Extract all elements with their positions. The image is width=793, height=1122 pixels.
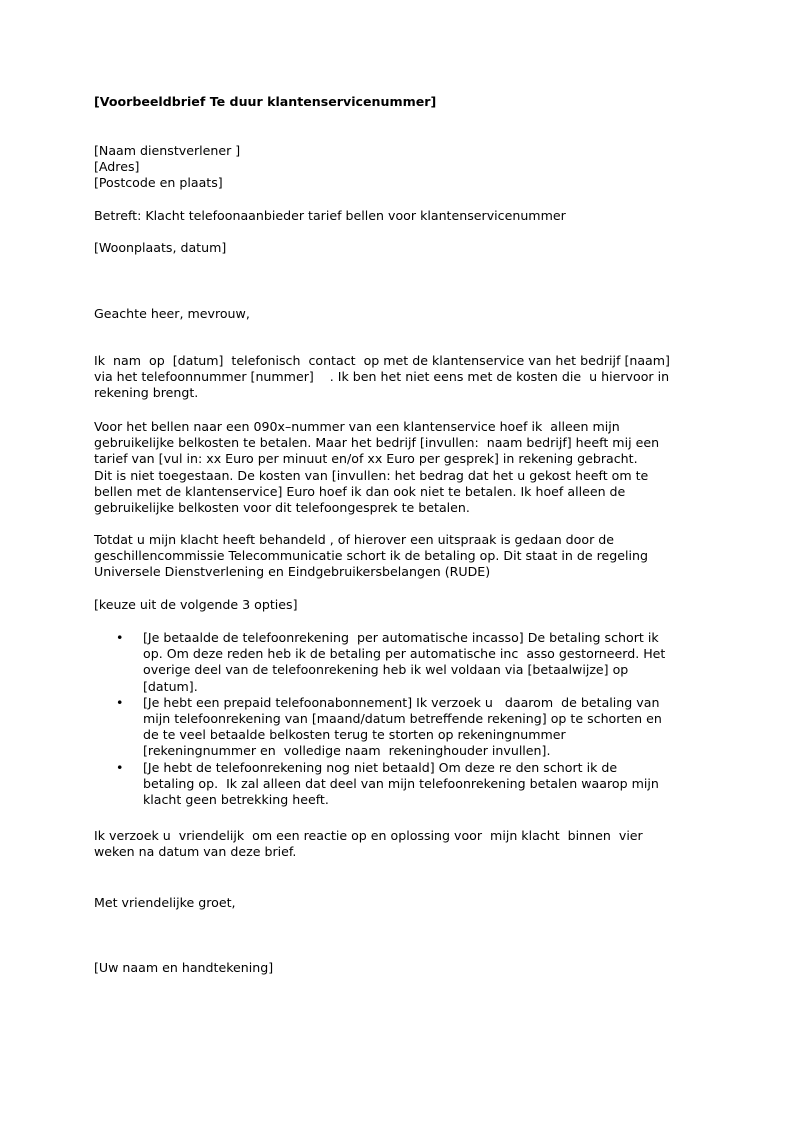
subject-text: Betreft: Klacht telefoonaanbieder tarief bellen voor klantenservicenummer — [94, 208, 566, 223]
option-line: [Je betaalde de telefoonrekening per automatische incasso] De betaling schort ik — [143, 630, 659, 645]
paragraph-line: Voor het bellen naar een 090x–nummer van een klantenservice hoef ik alleen mijn — [94, 419, 620, 434]
paragraph-line: tarief van [vul in: xx Euro per minuut en/of xx Euro per gesprek] in rekening gebracht. — [94, 451, 638, 467]
paragraph-line: gebruikelijke belkosten te betalen. Maar het bedrijf [invullen: naam bedrijf] heeft mij een — [94, 435, 660, 451]
place-date — [94, 240, 694, 256]
option-line: [Je hebt de telefoonrekening nog niet betaald] Om deze re den schort ik de — [143, 759, 618, 775]
option-line: [datum]. — [143, 678, 198, 694]
closing-greeting-text: Met vriendelijke groet, — [94, 895, 236, 910]
bullet-icon: • — [116, 759, 124, 775]
paragraph-suspension — [94, 532, 694, 581]
options-list — [94, 630, 694, 808]
signature-text: [Uw naam en handtekening] — [94, 960, 274, 975]
paragraph-line: bellen met de klantenservice] Euro hoef ik dan ook niet te betalen. Ik hoef alleen de — [94, 483, 626, 499]
paragraph-line: weken na datum van deze brief. — [94, 844, 297, 860]
option-prepaid — [94, 695, 694, 760]
paragraph-line: Universele Dienstverlening en Eindgebruikersbelangen (RUDE) — [94, 564, 491, 580]
salutation-text: Geachte heer, mevrouw, — [94, 306, 250, 321]
option-line: mijn telefoonrekening van [maand/datum betreffende rekening] op te schorten en — [143, 711, 662, 727]
paragraph-line: geschillencommissie Telecommunicatie schort ik de betaling op. Dit staat in de regeling — [94, 548, 648, 564]
paragraph-contact — [94, 353, 694, 402]
letter-title-text: [Voorbeeldbrief Te duur klantenservicenummer] — [94, 94, 437, 109]
option-line: de te veel betaalde belkosten terug te storten op rekeningnummer — [143, 727, 566, 743]
closing-greeting — [94, 895, 694, 911]
option-line: [Je hebt een prepaid telefoonabonnement] Ik verzoek u daarom de betaling van — [143, 694, 660, 710]
options-intro-text: [keuze uit de volgende 3 opties] — [94, 597, 298, 612]
option-line: betaling op. Ik zal alleen dat deel van mijn telefoonrekening betalen waarop mijn — [143, 775, 659, 791]
option-line: op. Om deze reden heb ik de betaling per automatische inc asso gestorneerd. Het — [143, 646, 666, 662]
paragraph-line: Ik verzoek u vriendelijk om een reactie op en oplossing voor mijn klacht binnen vier — [94, 828, 643, 843]
bullet-icon: • — [116, 630, 124, 645]
option-direct-debit — [94, 630, 694, 695]
place-date-text: [Woonplaats, datum] — [94, 240, 227, 255]
recipient-address: [Adres] — [94, 159, 140, 175]
paragraph-line: Dit is niet toegestaan. De kosten van [invullen: het bedrag dat het u gekost heeft om te — [94, 467, 649, 483]
paragraph-line: gebruikelijke belkosten voor dit telefoongesprek te betalen. — [94, 500, 470, 516]
options-intro — [94, 597, 694, 613]
closing-request — [94, 828, 694, 860]
recipient-name: [Naam dienstverlener ] — [94, 143, 241, 158]
paragraph-line: Totdat u mijn klacht heeft behandeld , of hierover een uitspraak is gedaan door de — [94, 532, 615, 547]
bullet-icon: • — [116, 694, 124, 710]
signature-placeholder — [94, 960, 694, 976]
recipient-postcode-city: [Postcode en plaats] — [94, 175, 223, 191]
paragraph-line: Ik nam op [datum] telefonisch contact op met de klantenservice van het bedrijf [naam] — [94, 353, 670, 368]
subject-line — [94, 208, 694, 224]
paragraph-line: rekening brengt. — [94, 385, 199, 401]
option-line: klacht geen betrekking heeft. — [143, 792, 329, 808]
letter-title — [94, 94, 694, 110]
salutation — [94, 306, 694, 322]
option-line: [rekeningnummer en volledige naam rekeninghouder invullen]. — [143, 743, 551, 759]
option-not-paid — [94, 760, 694, 809]
paragraph-line: via het telefoonnummer [nummer] . Ik ben het niet eens met de kosten die u hiervoor in — [94, 369, 670, 385]
paragraph-costs — [94, 419, 694, 516]
option-line: overige deel van de telefoonrekening heb ik wel voldaan via [betaalwijze] op — [143, 662, 629, 678]
recipient-address-block — [94, 143, 694, 192]
